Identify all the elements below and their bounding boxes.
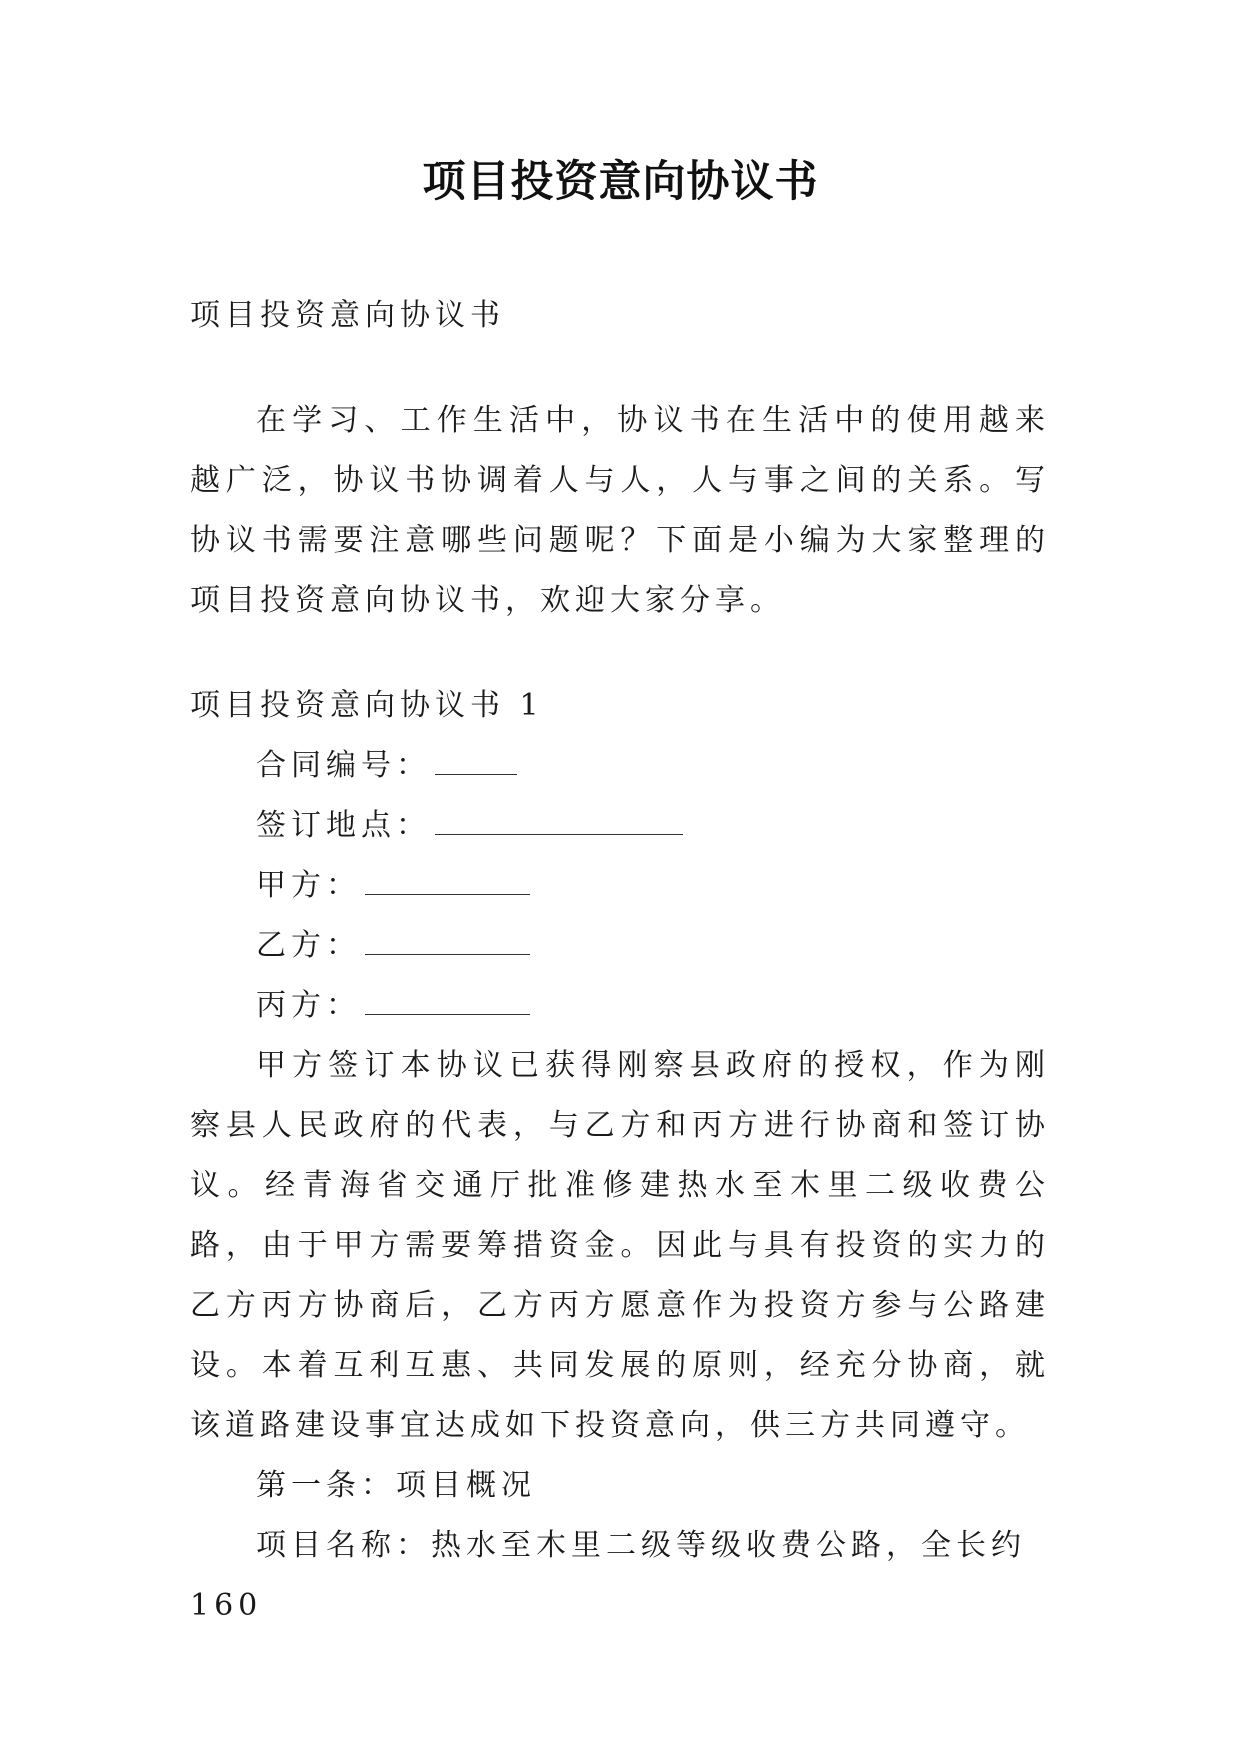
party-c-blank	[365, 992, 530, 1015]
party-b-field	[190, 916, 1050, 976]
contract-number-label: 合同编号：	[256, 748, 431, 783]
party-c-label: 丙方：	[256, 988, 361, 1023]
party-b-blank	[365, 932, 530, 955]
signing-place-field	[190, 796, 1050, 856]
signing-place-blank	[435, 812, 683, 835]
contract-number-field	[190, 736, 1050, 796]
signing-place-label: 签订地点：	[256, 808, 431, 843]
party-a-field	[190, 856, 1050, 916]
project-name-line: 项目名称：热水至木里二级等级收费公路，全长约 160	[190, 1528, 1026, 1623]
spacer	[190, 346, 1050, 391]
party-c-field	[190, 976, 1050, 1036]
party-a-blank	[365, 872, 530, 895]
party-b-label: 乙方：	[256, 928, 361, 963]
article-one-heading: 第一条：项目概况	[256, 1468, 536, 1503]
spacer	[190, 631, 1050, 676]
document-body	[190, 286, 1050, 1636]
section-heading: 项目投资意向协议书 1	[190, 688, 544, 723]
document-title: 项目投资意向协议书	[422, 157, 819, 207]
party-a-label: 甲方：	[256, 868, 361, 903]
body-paragraph: 甲方签订本协议已获得刚察县政府的授权，作为刚察县人民政府的代表，与乙方和丙方进行协商和签订协议。经青海省交通厅批准修建热水至木里二级收费公路，由于甲方需要筹措资金。因此与具有投资的实力的乙方丙方协商后，乙方丙方愿意作为投资方参与公路建设。本着互利互惠、共同发展的原则，经充分协商，就该道路建设事宜达成如下投资意向，供三方共同遵守。	[190, 1048, 1050, 1443]
contract-number-blank	[435, 752, 517, 775]
document-subtitle: 项目投资意向协议书	[190, 298, 505, 333]
intro-paragraph: 在学习、工作生活中，协议书在生活中的使用越来越广泛，协议书协调着人与人，人与事之间的关系。写协议书需要注意哪些问题呢？下面是小编为大家整理的项目投资意向协议书，欢迎大家分享。	[190, 403, 1050, 618]
